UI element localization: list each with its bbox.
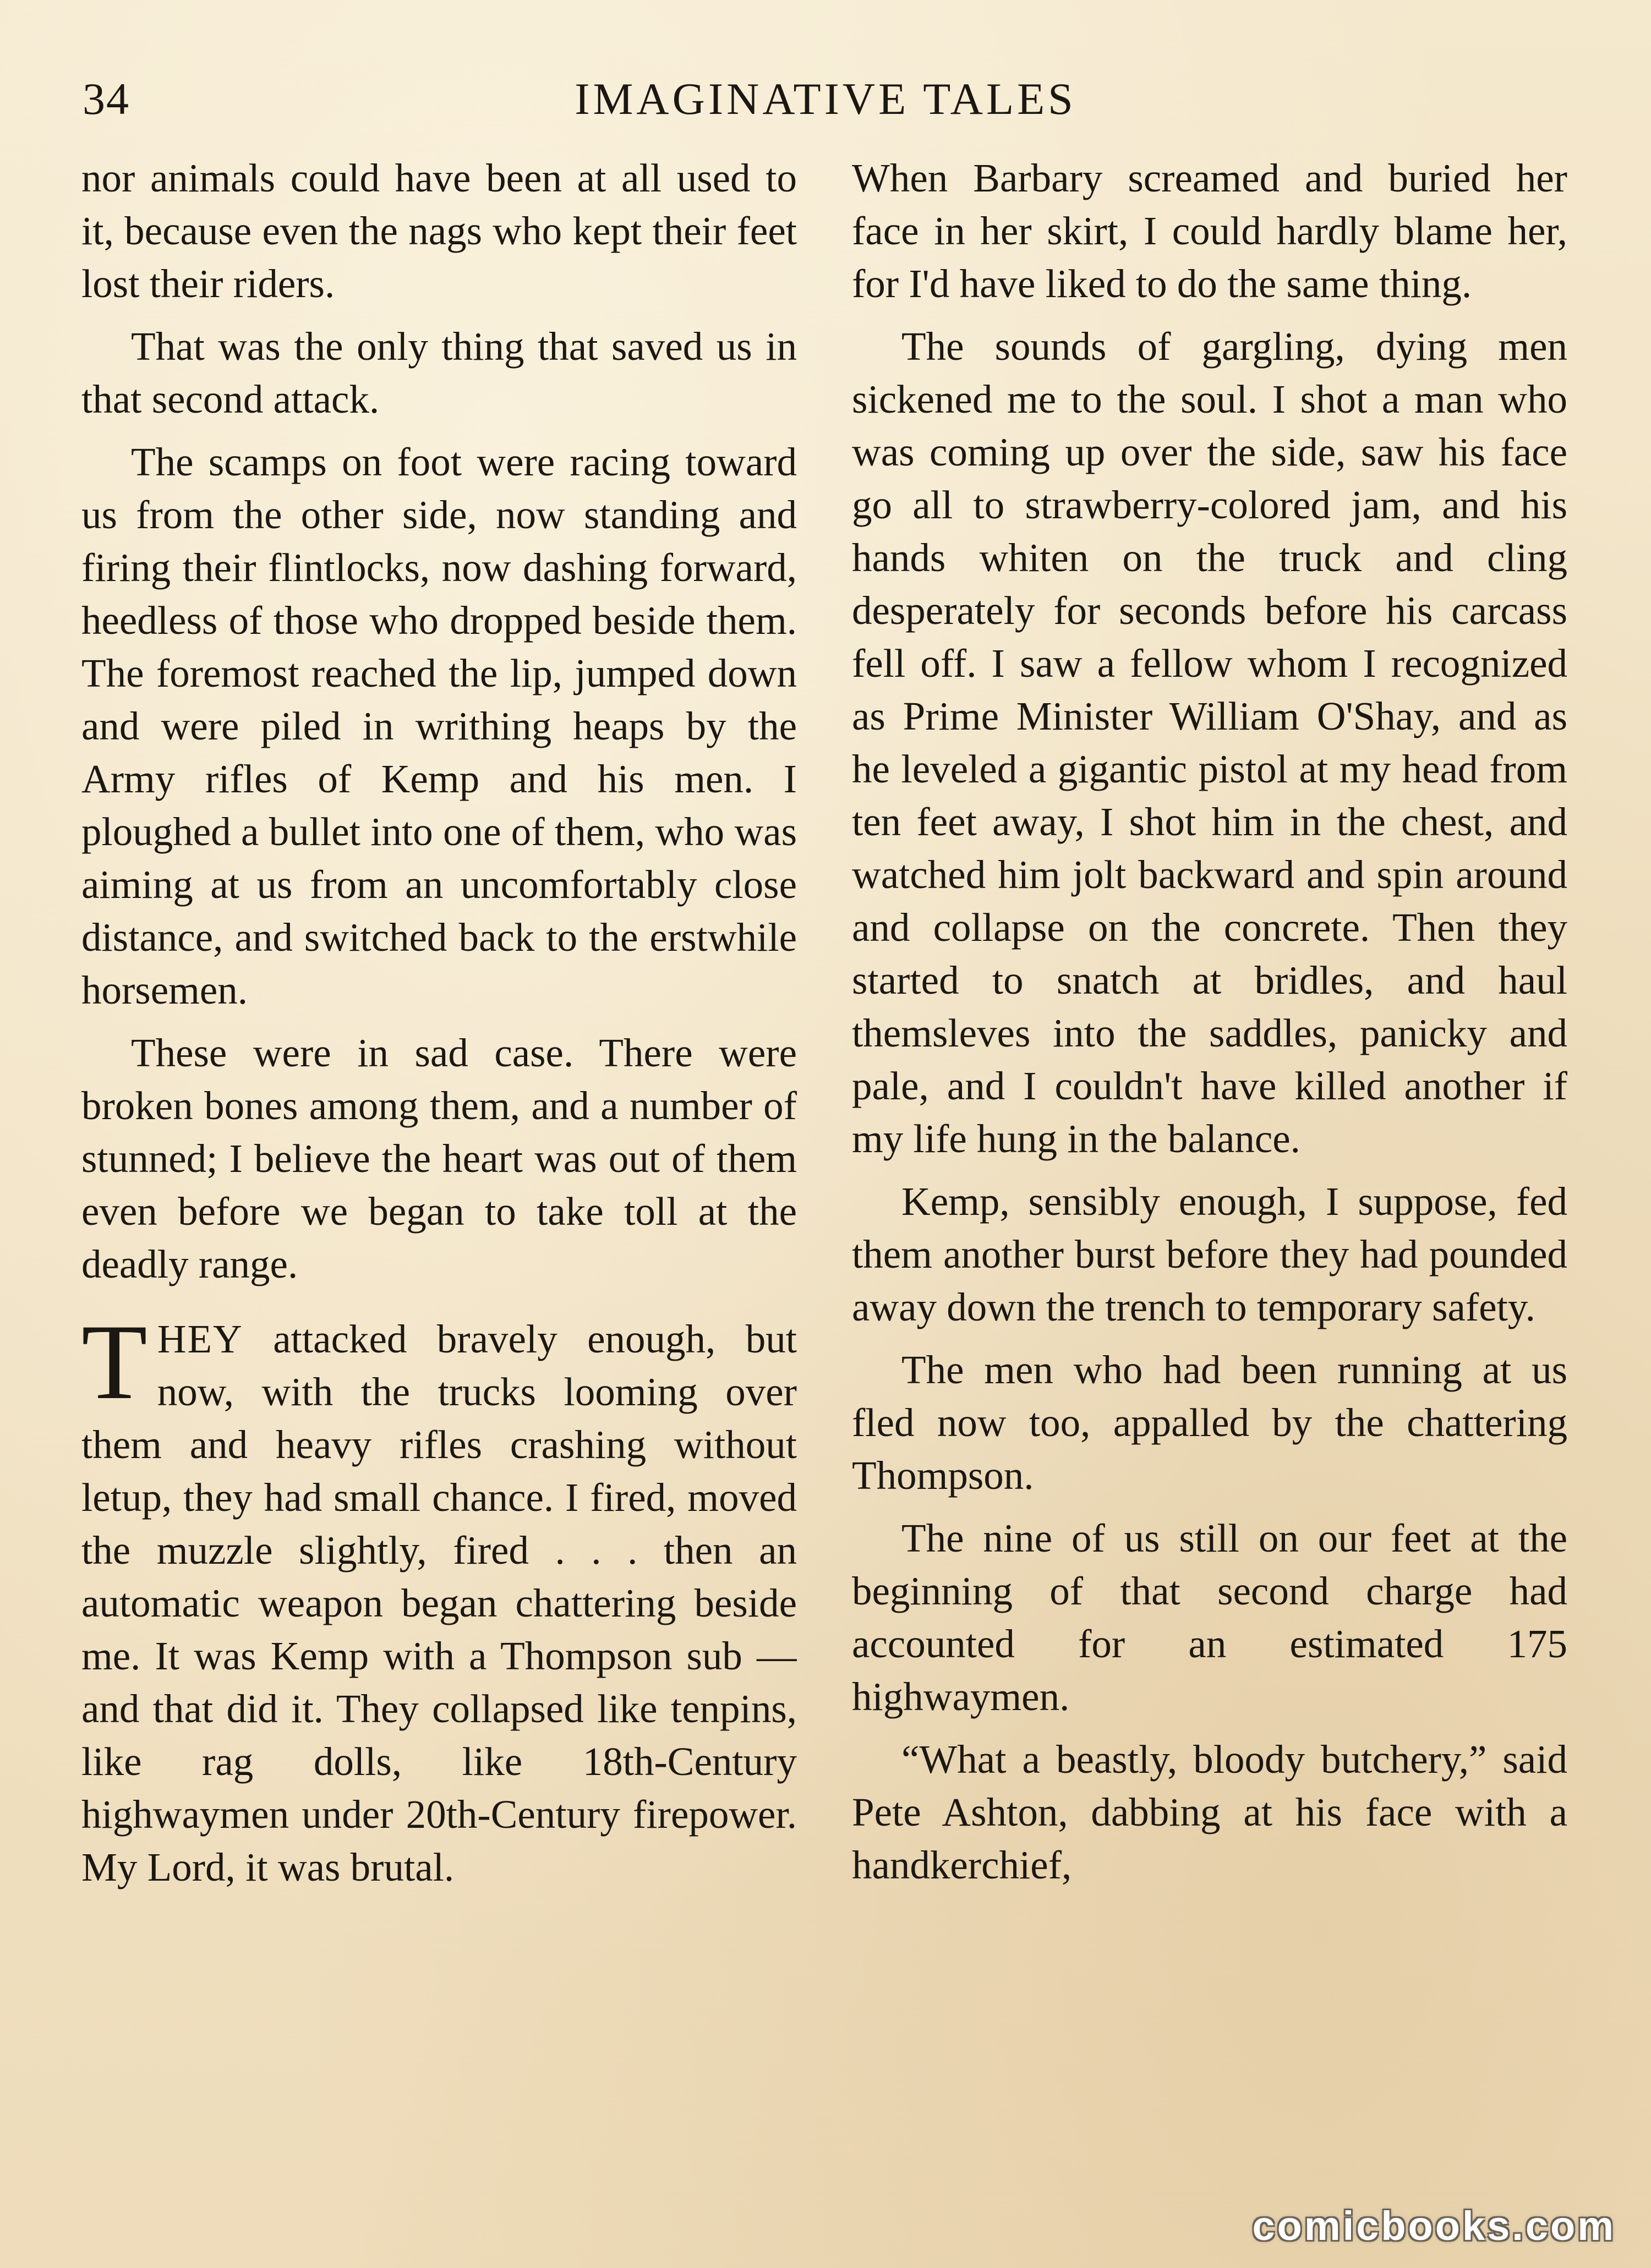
page-number: 34 xyxy=(83,74,130,124)
running-title: IMAGINATIVE TALES xyxy=(575,74,1076,124)
paragraph: nor animals could have been at all used to it, because even the nags who kept their feet lost their riders. xyxy=(81,156,797,306)
paragraph: The sounds of gargling, dying men sickened me to the soul. I shot a man who was coming up over the side, saw his face go all to strawberry-colored jam, and his hands whiten on the truck and cling desperately for seconds before his carcass fell off. I saw a fellow whom I recognized as Prime Minister William O'Shay, and as he leveled a gigantic pistol at my head from ten feet away, I shot him in the chest, and watched him jolt backward and spin around and collapse on the concrete. Then they started to snatch at bridles, and haul themsleves into the saddles, panicky and pale, and I couldn't have killed another if my life hung in the balance. xyxy=(852,324,1567,1161)
right-text-column xyxy=(852,152,1567,2199)
paragraph: The scamps on foot were racing toward us from the other side, now standing and firing their flintlocks, now dashing forward, heedless of those who dropped beside them. The foremost reached the lip, jumped down and were piled in writhing heaps by the Army rifles of Kemp and his men. I ploughed a bullet into one of them, who was aiming at us from an uncomfortably close distance, and switched back to the erstwhile horsemen. xyxy=(81,440,797,1012)
page-header xyxy=(83,72,1568,127)
paragraph: Kemp, sensibly enough, I suppose, fed them another burst before they had pounded away down the trench to temporary safety. xyxy=(852,1179,1567,1329)
paragraph: When Barbary screamed and buried her face in her skirt, I could hardly blame her, for I'd have liked to do the same thing. xyxy=(852,156,1567,306)
paragraph: The men who had been running at us fled now too, appalled by the chattering Thompson. xyxy=(852,1347,1567,1498)
paragraph-text: attacked bravely enough, but now, with the trucks looming over them and heavy rifles crashing without letup, they had small chance. I fired, moved the muzzle slightly, fired . . . then an automatic weapon began chattering beside me. It was Kemp with a Thompson sub — and that did it. They collapsed like tenpins, like rag dolls, like 18th-Century highwaymen under 20th-Century firepower. My Lord, it was brutal. xyxy=(81,1317,797,1889)
small-caps-lead: HEY xyxy=(157,1317,243,1361)
section-opening-paragraph xyxy=(81,1302,797,1894)
paragraph: These were in sad case. There were broken bones among them, and a number of stunned; I believe the heart was out of them even before we began to take toll at the deadly range. xyxy=(81,1031,797,1286)
paragraph: That was the only thing that saved us in that second attack. xyxy=(81,324,797,421)
left-text-column xyxy=(81,152,797,2199)
paragraph: “What a beastly, bloody butchery,” said Pete Ashton, dabbing at his face with a handkerchief, xyxy=(852,1737,1567,1887)
drop-cap: T xyxy=(81,1302,147,1422)
paragraph: The nine of us still on our feet at the beginning of that second charge had accounted for an estimated 175 highwaymen. xyxy=(852,1516,1567,1719)
site-watermark: comicbooks.com xyxy=(1252,2203,1616,2249)
